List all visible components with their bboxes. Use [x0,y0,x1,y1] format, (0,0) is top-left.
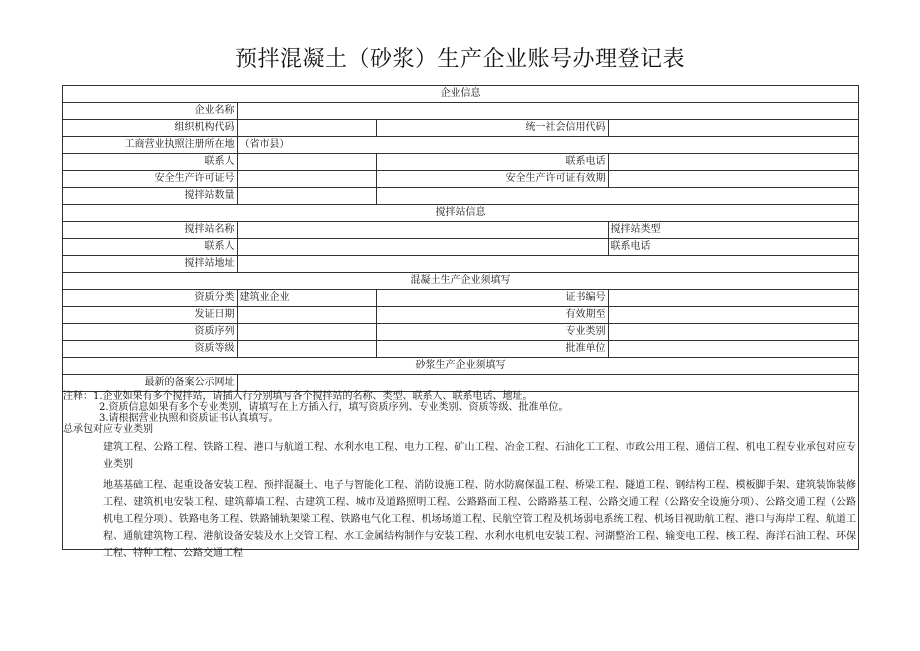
station-contact-label: 联系人 [63,239,237,256]
section-mortar: 砂浆生产企业须填写 [63,358,858,375]
safety-valid-label: 安全生产许可证有效期 [376,171,608,188]
registration-form [62,85,859,559]
cert-no-label: 证书编号 [376,290,608,307]
note-3: 3.请根据营业执照和资质证书认真填写。 [99,413,279,424]
station-type-label: 搅拌站类型 [610,224,661,235]
general-category-list: 建筑工程、公路工程、铁路工程、港口与航道工程、水利水电工程、电力工程、矿山工程、冶金工程、石油化工工程、市政公用工程、通信工程、机电工程专业承包对应专业类别 [103,442,856,470]
valid-until-field[interactable] [608,307,858,324]
qual-seq-field[interactable] [237,324,376,341]
company-phone-label: 联系电话 [376,154,608,171]
qual-class-label: 资质分类 [63,290,237,307]
approver-label: 批准单位 [376,341,608,358]
station-contact-field[interactable] [237,239,608,256]
major-class-field[interactable] [608,324,858,341]
qual-grade-label: 资质等级 [63,341,237,358]
safety-valid-field[interactable] [608,171,858,188]
issue-date-field[interactable] [237,307,376,324]
note-2: 2.资质信息如果有多个专业类别，请填写在上方插入行，填写资质序列、专业类别、资质等级、批准单位。 [99,402,569,413]
reg-place-field[interactable]: （省市县） [237,137,858,154]
reg-place-label: 工商营业执照注册所在地 [63,137,237,154]
safety-license-field[interactable] [237,171,376,188]
form-table [63,86,858,392]
station-phone-cell[interactable] [608,239,858,256]
section-station: 搅拌站信息 [63,205,858,222]
credit-code-label: 统一社会信用代码 [376,120,608,137]
website-field[interactable] [237,375,858,392]
qual-grade-field[interactable] [237,341,376,358]
station-phone-label: 联系电话 [610,241,651,252]
org-code-field[interactable] [237,120,376,137]
section-concrete: 混凝土生产企业须填写 [63,273,858,290]
station-name-label: 搅拌站名称 [63,222,237,239]
station-count-label: 搅拌站数量 [63,188,237,205]
company-name-label: 企业名称 [63,103,237,120]
note-1: 注释：1.企业如果有多个搅拌站，请插入行分别填写各个搅拌站的名称、类型、联系人、联系电话、地址。 [63,391,533,402]
notes-block [63,391,858,562]
credit-code-field[interactable] [608,120,858,137]
company-name-field[interactable] [237,103,858,120]
form-title: 预拌混凝土（砂浆）生产企业账号办理登记表 [234,47,685,72]
org-code-label: 组织机构代码 [63,120,237,137]
cert-no-field[interactable] [608,290,858,307]
general-heading: 总承包对应专业类别 [63,424,153,435]
specialty-category-list: 地基基础工程、起重设备安装工程、预拌混凝土、电子与智能化工程、消防设施工程、防水防腐保温工程、桥梁工程、隧道工程、钢结构工程、模板脚手架、建筑装饰装修工程、建筑机电安装工程、建筑幕墙工程、古建筑工程、城市及道路照明工程、公路路面工程、公路路基工程、公路交通工程（公路安全设施分项）、公路交通工程（公路机电工程分项）、铁路电务工程、铁路铺轨架梁工程、铁路电气化工程、机场场道工程、民航空管工程及机场弱电系统工程、机场目视助航工程、港口与海岸工程、航道工程、通航建筑物工程、港航设备安装及水上交管工程、水工金属结构制作与安装工程、水利水电机电安装工程、河湖整治工程、输变电工程、核工程、海洋石油工程、环保工程、特种工程、公路交通工程 [103,480,856,559]
station-type-cell[interactable] [608,222,858,239]
safety-license-label: 安全生产许可证号 [63,171,237,188]
section-company: 企业信息 [63,86,858,103]
qual-class-field[interactable]: 建筑业企业 [237,290,376,307]
website-label: 最新的备案公示网址 [63,375,237,392]
company-phone-field[interactable] [608,154,858,171]
company-contact-label: 联系人 [63,154,237,171]
station-address-label: 搅拌站地址 [63,256,237,273]
qual-seq-label: 资质序列 [63,324,237,341]
major-class-label: 专业类别 [376,324,608,341]
station-name-field[interactable] [237,222,608,239]
approver-field[interactable] [608,341,858,358]
blank-cell [376,188,858,205]
station-count-field[interactable] [237,188,376,205]
company-contact-field[interactable] [237,154,376,171]
station-address-field[interactable] [237,256,858,273]
issue-date-label: 发证日期 [63,307,237,324]
valid-until-label: 有效期至 [376,307,608,324]
